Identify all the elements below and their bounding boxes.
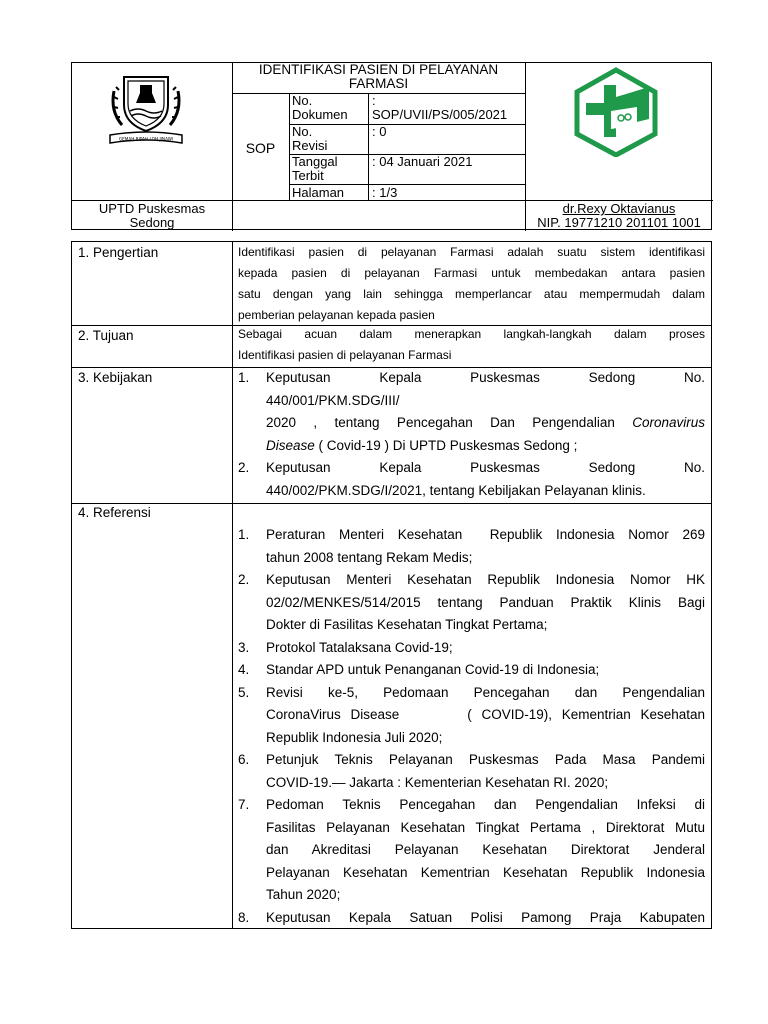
section-label-pengertian: 1. Pengertian [78, 245, 159, 260]
sop-content-table [71, 241, 712, 929]
field-value-no-revisi: : 0 [372, 124, 387, 139]
list-item: 2. Keputusan Kepala Puskesmas Sedong No. 440/002/PKM.SDG/I/2021, tentang Kebiljakan Pelayanan klinis. [238, 460, 705, 498]
signer-name: dr.Rexy Oktavianus [562, 201, 676, 216]
list-item: 3. Protokol Tatalaksana Covid-19; [238, 639, 453, 655]
document-title: IDENTIFIKASI PASIEN DI PELAYANAN FARMASI [258, 62, 499, 91]
sop-header-table [71, 62, 712, 230]
section-label-tujuan: 2. Tujuan [78, 328, 134, 343]
puskesmas-logo [571, 67, 661, 157]
section-label-kebijakan: 3. Kebijakan [78, 370, 153, 385]
section-text-pengertian: Identifikasi pasien di pelayanan Farmasi adalah suatu sistem identifikasi kepada pasien di pelayanan Farmasi untuk membedakan antara pasien satu dengan yang lain sehingga memperlancar atau mempermudah dalam pemberian pelayanan kepada pasien [238, 245, 705, 322]
list-item: 2. Keputusan Menteri Kesehatan Republik Indonesia Nomor HK 02/02/MENKES/514/2015 tentang Panduan Praktik Klinis Bagi Dokter di Fasilitas Kesehatan Tingkat Pertama; [238, 572, 705, 632]
field-label-no-revisi: No. Revisi [292, 124, 328, 153]
signer-nip: NIP. 19771210 201101 1001 [537, 215, 701, 230]
field-label-halaman: Halaman [292, 185, 345, 200]
list-item: 7. Pedoman Teknis Pencegahan dan Pengendalian Infeksi di Fasilitas Pelayanan Kesehatan Tingkat Pertama , Direktorat Mutu dan Akreditasi Pelayanan Kesehatan Direktorat Jenderal Pelayanan Kesehatan Kementrian Kesehatan Republik Indonesia Tahun 2020; [238, 797, 705, 902]
field-value-halaman: : 1/3 [372, 185, 398, 200]
kebijakan-list [238, 367, 705, 502]
organization-name: UPTD Puskesmas Sedong [98, 201, 206, 230]
seal-motto: GEMAH RIPAH LOH JINAWI [118, 136, 174, 142]
field-value-no-dokumen: : SOP/UVII/PS/005/2021 [372, 93, 508, 122]
section-label-referensi: 4. Referensi [78, 505, 151, 520]
regional-seal-logo [106, 71, 186, 151]
field-label-tanggal-terbit: Tanggal Terbit [292, 154, 338, 183]
list-item: 6. Petunjuk Teknis Pelayanan Puskesmas Pada Masa Pandemi COVID-19.— Jakarta : Kementerian Kesehatan RI. 2020; [238, 752, 705, 790]
list-item: 1. Peraturan Menteri Kesehatan Republik Indonesia Nomor 269 tahun 2008 tentang Rekam Medis; [238, 527, 705, 565]
list-item: 8. Keputusan Kepala Satuan Polisi Pamong Praja Kabupaten [238, 909, 705, 925]
sop-label: SOP [245, 140, 276, 156]
list-item: 4. Standar APD untuk Penanganan Covid-19 di Indonesia; [238, 662, 600, 677]
signer-block [525, 202, 713, 230]
list-item: 1. Keputusan Kepala Puskesmas Sedong No. 440/001/PKM.SDG/III/ 2020 , tentang Pencegahan Dan Pengendalian Coronavirus Disease ( Covid-19 ) Di UPTD Puskesmas Sedong ; [238, 370, 705, 453]
list-item: 5. Revisi ke-5, Pedomaan Pencegahan dan Pengendalian CoronaVirus Disease ( COVID-19), Kementrian Kesehatan Republik Indonesia Juli 2020; [238, 684, 705, 745]
section-text-tujuan: Sebagai acuan dalam menerapkan langkah-langkah dalam proses Identifikasi pasien di pelayanan Farmasi [238, 327, 705, 362]
field-value-tanggal-terbit: : 04 Januari 2021 [372, 154, 473, 169]
field-label-no-dokumen: No. Dokumen [292, 93, 348, 122]
referensi-list [238, 524, 705, 929]
